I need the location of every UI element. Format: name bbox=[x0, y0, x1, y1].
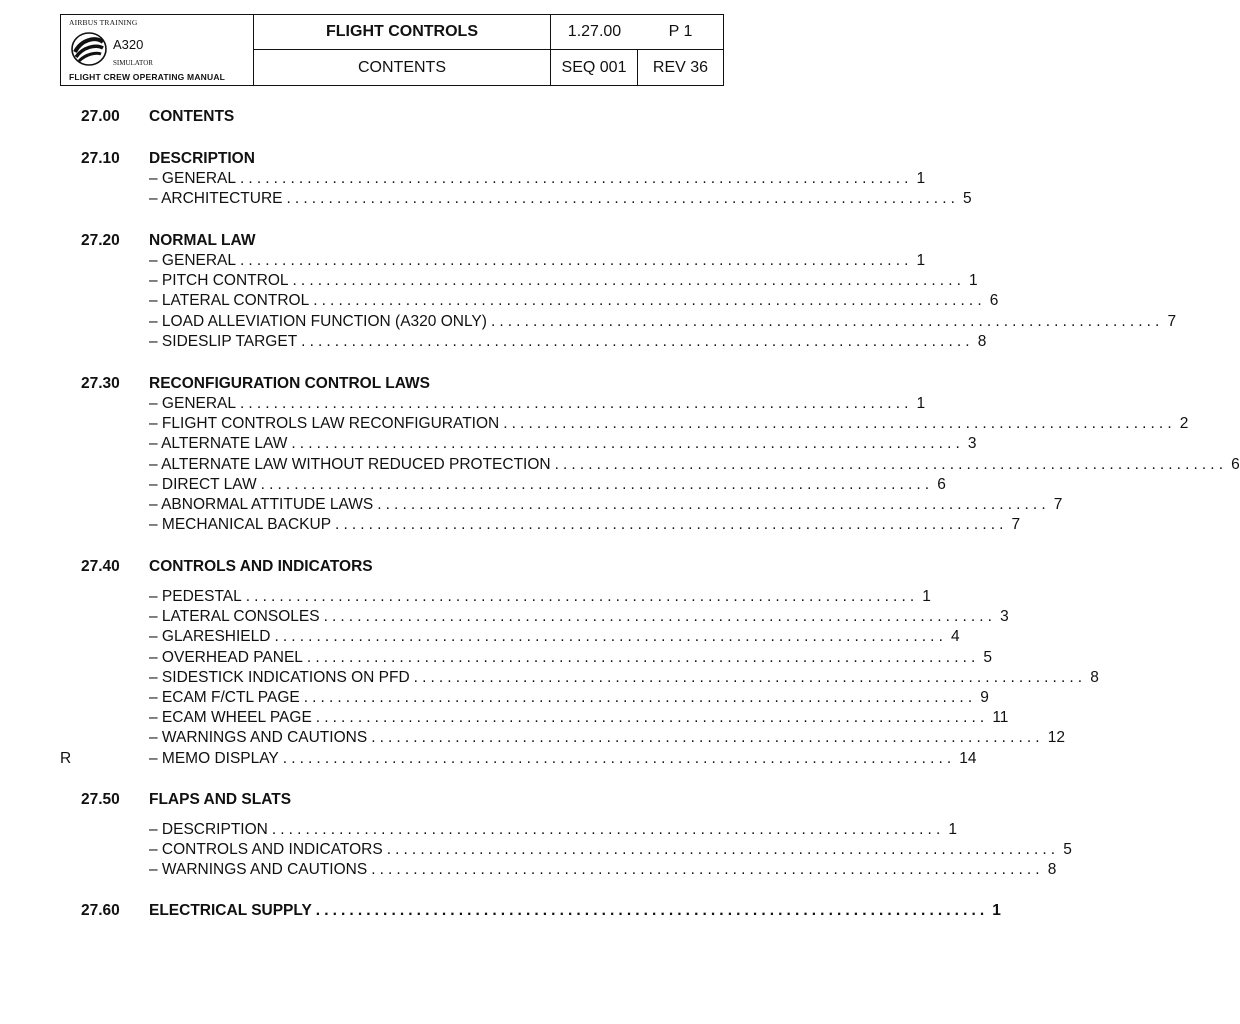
entry-label: – SIDESTICK INDICATIONS ON PFD bbox=[149, 668, 410, 686]
entry-label: – ECAM WHEEL PAGE bbox=[149, 709, 312, 727]
toc-entry bbox=[149, 689, 989, 709]
section-title: CONTENTS bbox=[149, 108, 235, 125]
entry-label: – FLIGHT CONTROLS LAW RECONFIGURATION bbox=[149, 415, 500, 433]
dot-leader: ................................................................................ bbox=[306, 648, 980, 666]
dot-leader: ................................................................................ bbox=[291, 435, 964, 453]
toc-entry bbox=[149, 252, 926, 272]
entry-label: – LATERAL CONSOLES bbox=[149, 608, 320, 626]
entry-label: – LOAD ALLEVIATION FUNCTION (A320 ONLY) bbox=[149, 312, 487, 330]
page-ref: 3 bbox=[967, 435, 977, 453]
section-number: 27.20 bbox=[81, 232, 120, 249]
toc-entry bbox=[149, 475, 946, 496]
dot-leader: ................................................................................ bbox=[274, 628, 947, 646]
section-number: 27.30 bbox=[81, 375, 120, 392]
entry-label: – ABNORMAL ATTITUDE LAWS bbox=[149, 496, 374, 513]
section-number: 27.60 bbox=[81, 902, 120, 919]
dot-leader: ................................................................................ bbox=[313, 292, 986, 310]
page-ref: 1 bbox=[916, 395, 926, 412]
entry-label: – LATERAL CONTROL bbox=[149, 292, 310, 310]
dot-leader: ................................................................................ bbox=[240, 170, 913, 187]
section-number: 27.40 bbox=[81, 558, 120, 575]
manual-name: FLIGHT CREW OPERATING MANUAL bbox=[69, 72, 226, 82]
page-ref: 1 bbox=[916, 170, 926, 187]
entry-label: – PEDESTAL bbox=[149, 588, 242, 605]
page-ref: 1 bbox=[992, 902, 1001, 919]
dot-leader: ................................................................................ bbox=[335, 516, 1008, 534]
entry-label: – MEMO DISPLAY bbox=[149, 749, 279, 767]
toc-entry bbox=[149, 292, 999, 312]
toc-entry bbox=[149, 312, 1177, 333]
dot-leader: ................................................................................ bbox=[303, 689, 977, 706]
page-ref: 8 bbox=[1047, 861, 1057, 879]
entry-label: – PITCH CONTROL bbox=[149, 272, 289, 290]
entry-label: – WARNINGS AND CAUTIONS bbox=[149, 729, 368, 747]
dot-leader: ................................................................................ bbox=[386, 841, 1060, 859]
entry-label: – ALTERNATE LAW bbox=[149, 435, 288, 453]
page-ref: 4 bbox=[950, 628, 960, 646]
dot-leader: ................................................................................ bbox=[260, 475, 934, 493]
chapter-title: FLIGHT CONTROLS bbox=[254, 15, 551, 50]
page-number: P 1 bbox=[668, 23, 693, 40]
dot-leader: ................................................................................ bbox=[282, 749, 956, 767]
section-title-entry bbox=[149, 902, 1001, 922]
dot-leader: ................................................................................ bbox=[323, 608, 997, 626]
toc-entry bbox=[149, 709, 1009, 729]
page-ref: 12 bbox=[1047, 729, 1065, 747]
toc-entry bbox=[149, 668, 1099, 689]
dot-leader: ................................................................................ bbox=[377, 496, 1050, 513]
section-title: FLAPS AND SLATS bbox=[149, 791, 292, 808]
dot-leader: ................................................................................ bbox=[240, 252, 913, 269]
toc-entry bbox=[149, 841, 1072, 861]
entry-label: – MECHANICAL BACKUP bbox=[149, 516, 332, 534]
section-ref: 1.27.00 bbox=[567, 23, 622, 40]
section-title: CONTROLS AND INDICATORS bbox=[149, 558, 373, 575]
dot-leader: ................................................................................ bbox=[301, 332, 974, 350]
simulator-label: SIMULATOR bbox=[113, 59, 153, 67]
page-ref: 6 bbox=[989, 292, 999, 310]
section-ref-cell bbox=[551, 15, 723, 50]
toc-entry bbox=[149, 516, 1021, 536]
page-ref: 8 bbox=[977, 332, 987, 350]
page-subtitle: CONTENTS bbox=[254, 50, 551, 85]
toc-entry bbox=[149, 496, 1063, 516]
revision-mark: R bbox=[60, 749, 72, 767]
dot-leader: ................................................................................ bbox=[315, 902, 989, 919]
toc-entry bbox=[149, 395, 926, 415]
page-ref: 5 bbox=[983, 648, 993, 666]
entry-label: – CONTROLS AND INDICATORS bbox=[149, 841, 383, 859]
dot-leader: ................................................................................ bbox=[413, 668, 1087, 686]
page-header bbox=[60, 14, 724, 86]
page-ref: 5 bbox=[1063, 841, 1072, 859]
entry-label: – WARNINGS AND CAUTIONS bbox=[149, 861, 368, 879]
page-ref: 7 bbox=[1053, 496, 1063, 513]
page-ref: 7 bbox=[1011, 516, 1021, 534]
dot-leader: ................................................................................ bbox=[315, 709, 989, 727]
entry-label: – ALTERNATE LAW WITHOUT REDUCED PROTECTION bbox=[149, 455, 551, 473]
rev-number: REV 36 bbox=[652, 58, 709, 76]
toc-entry bbox=[149, 435, 977, 455]
section-number: 27.00 bbox=[81, 108, 120, 125]
page-ref: 1 bbox=[922, 588, 931, 605]
section-number: 27.50 bbox=[81, 791, 120, 808]
page-ref: 1 bbox=[916, 252, 926, 269]
dot-leader: ................................................................................ bbox=[554, 455, 1228, 473]
dot-leader: ................................................................................ bbox=[503, 415, 1176, 433]
toc-entry bbox=[149, 861, 1057, 881]
toc-entry bbox=[149, 749, 977, 770]
page-ref: 8 bbox=[1090, 668, 1099, 686]
entry-label: – GENERAL bbox=[149, 395, 237, 412]
entry-label: – GENERAL bbox=[149, 252, 237, 269]
dot-leader: ................................................................................ bbox=[245, 588, 919, 605]
section-title: ELECTRICAL SUPPLY bbox=[149, 902, 312, 919]
toc-entry bbox=[149, 190, 972, 210]
toc-entry bbox=[149, 415, 1189, 435]
toc-entry bbox=[149, 608, 1009, 628]
page-ref: 11 bbox=[992, 709, 1009, 727]
dot-leader: ................................................................................ bbox=[371, 729, 1044, 747]
toc-entry bbox=[149, 272, 978, 292]
toc-entry bbox=[149, 628, 960, 648]
section-title: RECONFIGURATION CONTROL LAWS bbox=[149, 375, 430, 392]
entry-label: – SIDESLIP TARGET bbox=[149, 332, 298, 350]
page-ref: 1 bbox=[948, 821, 957, 838]
page-ref: 5 bbox=[963, 190, 972, 208]
toc-entry bbox=[149, 455, 1240, 476]
logo-block bbox=[61, 15, 254, 85]
toc-entry bbox=[149, 588, 931, 608]
entry-label: – GENERAL bbox=[149, 170, 237, 187]
section-title: NORMAL LAW bbox=[149, 232, 256, 249]
dot-leader: ................................................................................ bbox=[271, 821, 945, 838]
dot-leader: ................................................................................ bbox=[292, 272, 966, 290]
toc-entry bbox=[149, 332, 987, 353]
page-ref: 14 bbox=[959, 749, 977, 767]
aircraft-model: A320 bbox=[113, 37, 144, 52]
toc-entry bbox=[149, 170, 926, 190]
entry-label: – DESCRIPTION bbox=[149, 821, 268, 838]
dot-leader: ................................................................................ bbox=[240, 395, 913, 412]
page-ref: 2 bbox=[1179, 415, 1189, 433]
dot-leader: ................................................................................ bbox=[490, 312, 1164, 330]
toc-entry bbox=[149, 729, 1065, 749]
dot-leader: ................................................................................ bbox=[286, 190, 960, 208]
entry-label: – GLARESHIELD bbox=[149, 628, 271, 646]
page-ref: 6 bbox=[937, 475, 946, 493]
page-ref: 9 bbox=[980, 689, 989, 706]
entry-label: – DIRECT LAW bbox=[149, 475, 257, 493]
page-ref: 3 bbox=[1000, 608, 1009, 626]
entry-label: – ECAM F/CTL PAGE bbox=[149, 689, 300, 706]
page-ref: 6 bbox=[1231, 455, 1240, 473]
toc-entry bbox=[149, 821, 957, 841]
airbus-logo-icon bbox=[69, 30, 109, 73]
entry-label: – OVERHEAD PANEL bbox=[149, 648, 303, 666]
section-number: 27.10 bbox=[81, 150, 120, 167]
org-line: AIRBUS TRAINING bbox=[69, 18, 138, 27]
entry-label: – ARCHITECTURE bbox=[149, 190, 283, 208]
page-ref: 7 bbox=[1167, 312, 1177, 330]
seq-number: SEQ 001 bbox=[551, 50, 638, 85]
toc-entry bbox=[149, 648, 993, 669]
dot-leader: ................................................................................ bbox=[371, 861, 1044, 879]
page-ref: 1 bbox=[969, 272, 978, 290]
section-title: DESCRIPTION bbox=[149, 150, 255, 167]
